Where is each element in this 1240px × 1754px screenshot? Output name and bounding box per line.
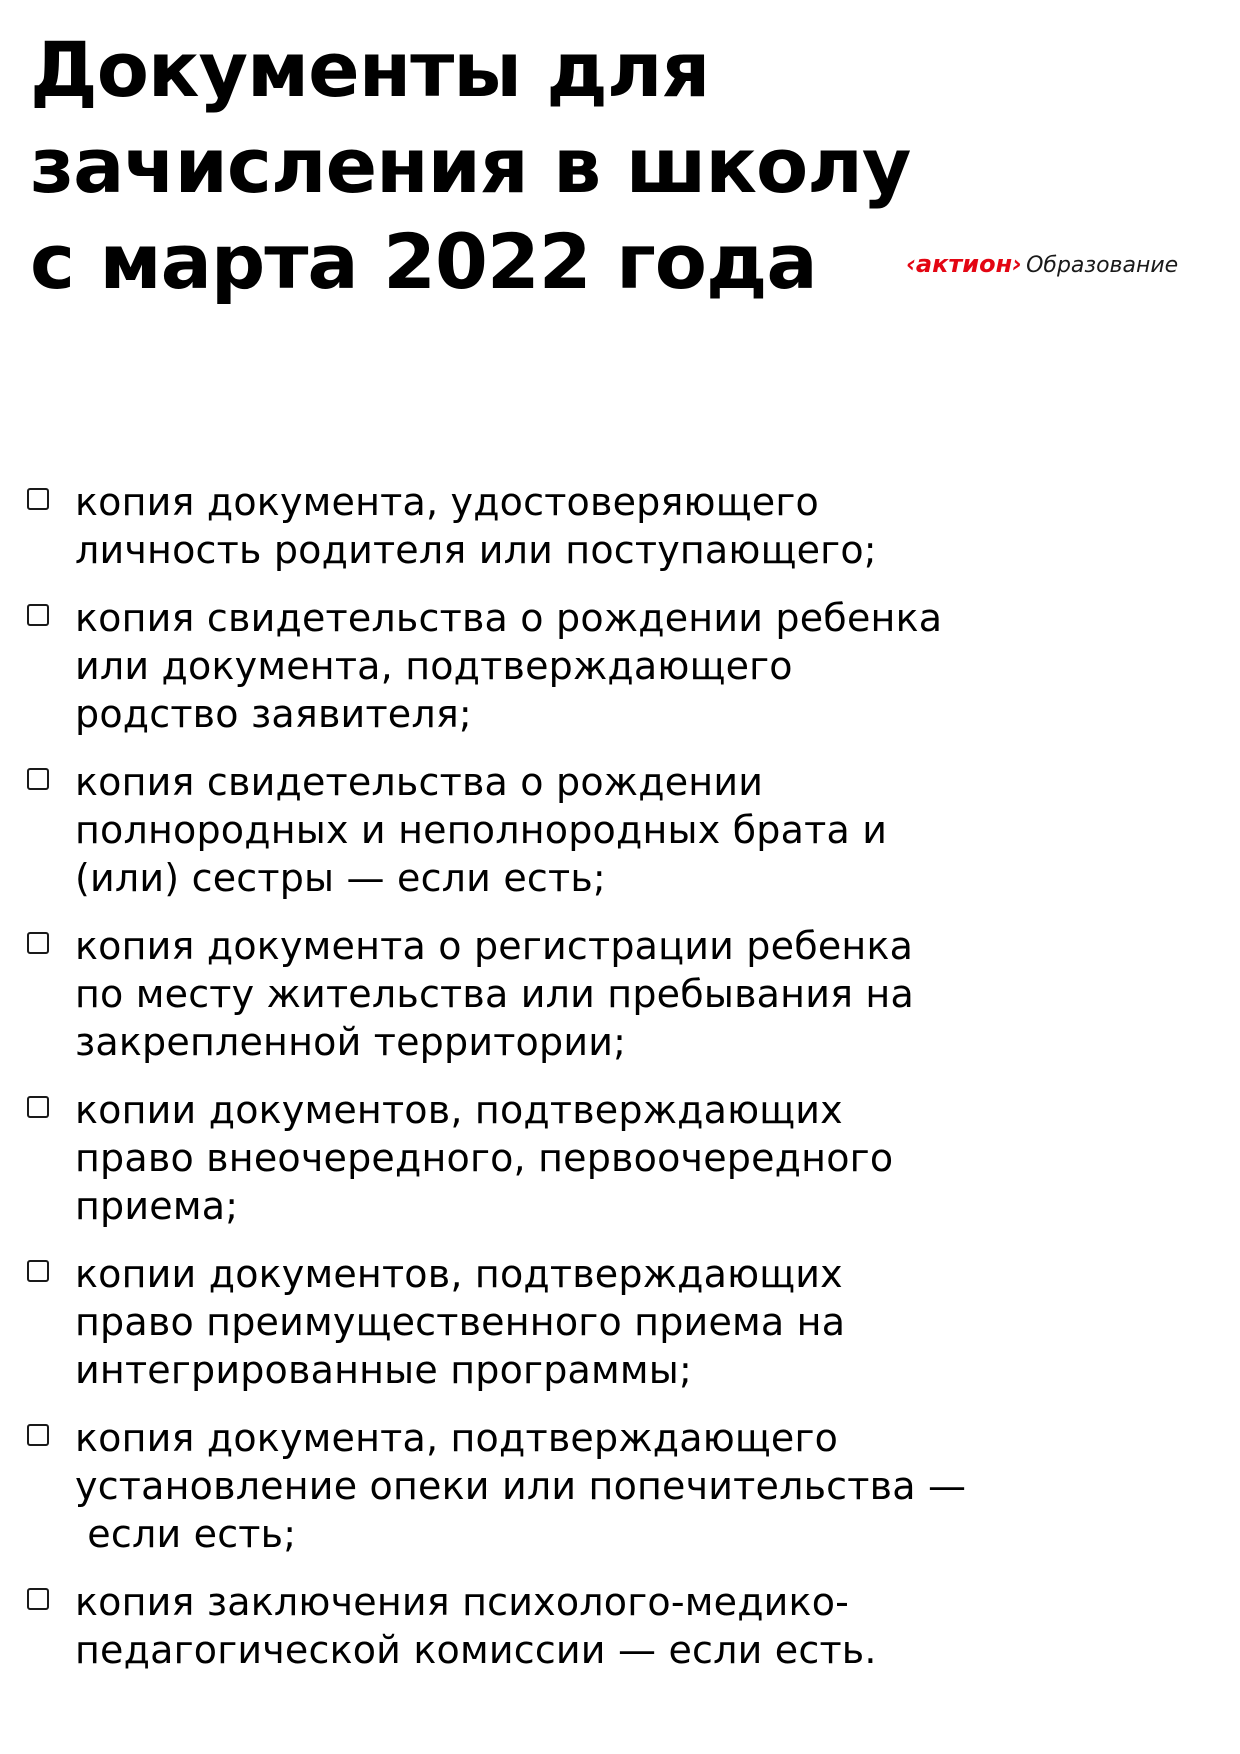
checkbox[interactable] [27,604,49,626]
checkbox[interactable] [27,1260,49,1282]
checkbox[interactable] [27,932,49,954]
checklist-item-text: копия документа о регистрации ребенка по месту жительства или пребывания на закрепленной территории; [75,924,914,1064]
logo-brand: ‹актион› [906,250,1023,278]
logo-subtitle: Образование [1026,253,1179,278]
page-title-line-2: зачисления в школу [30,121,911,210]
checkbox[interactable] [27,1588,49,1610]
checklist-item-text: копия документа, удостоверяющего личность родителя или поступающего; [75,480,877,572]
page-title [30,22,911,310]
checklist-item-text: копия заключения психолого-медико- педагогической комиссии — если есть. [75,1580,877,1672]
checkbox[interactable] [27,488,49,510]
checklist-item-text: копия документа, подтверждающего установление опеки или попечительства — если есть; [75,1416,967,1556]
checklist-item-text: копии документов, подтверждающих право преимущественного приема на интегрированные программы; [75,1252,846,1392]
page-title-line-3: с марта 2022 года [30,217,817,306]
aktion-logo [906,250,1178,280]
checklist-item-text: копия свидетельства о рождении полнородных и неполнородных брата и (или) сестры — если есть; [75,760,888,900]
checkbox[interactable] [27,768,49,790]
checkbox[interactable] [27,1096,49,1118]
page-title-line-1: Документы для [30,25,710,114]
checklist-item-text: копия свидетельства о рождении ребенка или документа, подтверждающего родство заявителя; [75,596,943,736]
checklist-item-text: копии документов, подтверждающих право внеочередного, первоочередного приема; [75,1088,894,1228]
checkbox[interactable] [27,1424,49,1446]
